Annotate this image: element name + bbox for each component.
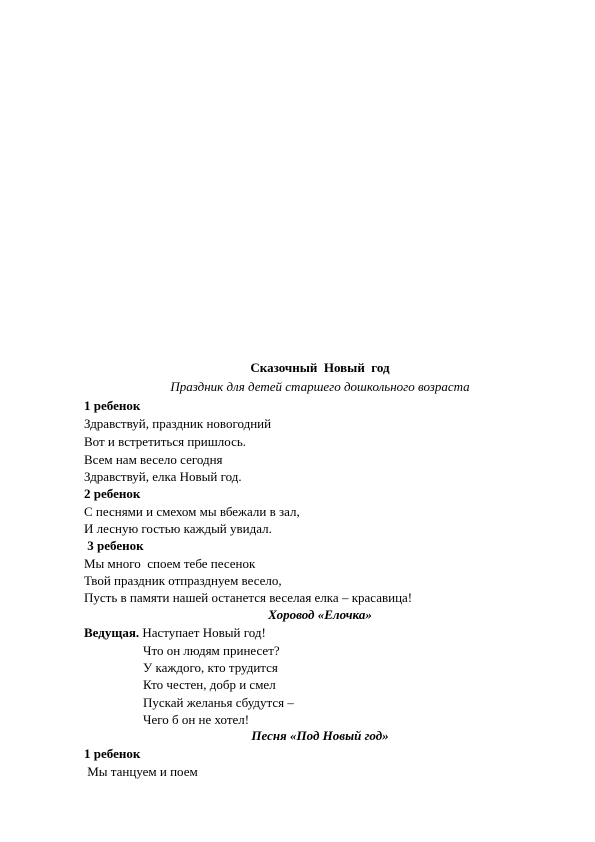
verse-line: С песнями и смехом мы вбежали в зал, [84,504,300,519]
verse-line: Что он людям принесет? [143,643,280,658]
speaker-label: 3 ребенок [84,538,144,553]
verse-line: Мы много споем тебе песенок [84,556,256,571]
stage-direction: Хоровод «Елочка» [268,607,372,622]
speaker-label: 1 ребенок [84,398,141,413]
speaker-label: 1 ребенок [84,746,141,761]
leader-text: Наступает Новый год! [139,625,266,640]
verse-line: Пускай желанья сбудутся – [143,695,294,710]
verse-line: Чего б он не хотел! [143,712,250,727]
verse-line: Здравствуй, праздник новогодний [84,416,272,431]
verse-line: Здравствуй, елка Новый год. [84,469,242,484]
verse-line: Вот и встретиться пришлось. [84,434,247,449]
verse-line: Всем нам весело сегодня [84,452,223,467]
verse-line: И лесную гостью каждый увидал. [84,521,272,536]
verse-line: Пусть в памяти нашей останется веселая елка – красавица! [84,590,413,605]
verse-line: Твой праздник отпразднуем весело, [84,573,282,588]
verse-line: Мы танцуем и поем [84,764,198,779]
verse-line: У каждого, кто трудится [143,660,278,675]
document-subtitle: Праздник для детей старшего дошкольного возраста [170,379,470,394]
leader-line [84,624,595,641]
stage-direction: Песня «Под Новый год» [251,728,389,743]
document-title: Сказочный Новый год [250,360,390,375]
leader-name: Ведущая. [84,625,140,640]
verse-line: Кто честен, добр и смел [143,677,276,692]
speaker-label: 2 ребенок [84,486,141,501]
